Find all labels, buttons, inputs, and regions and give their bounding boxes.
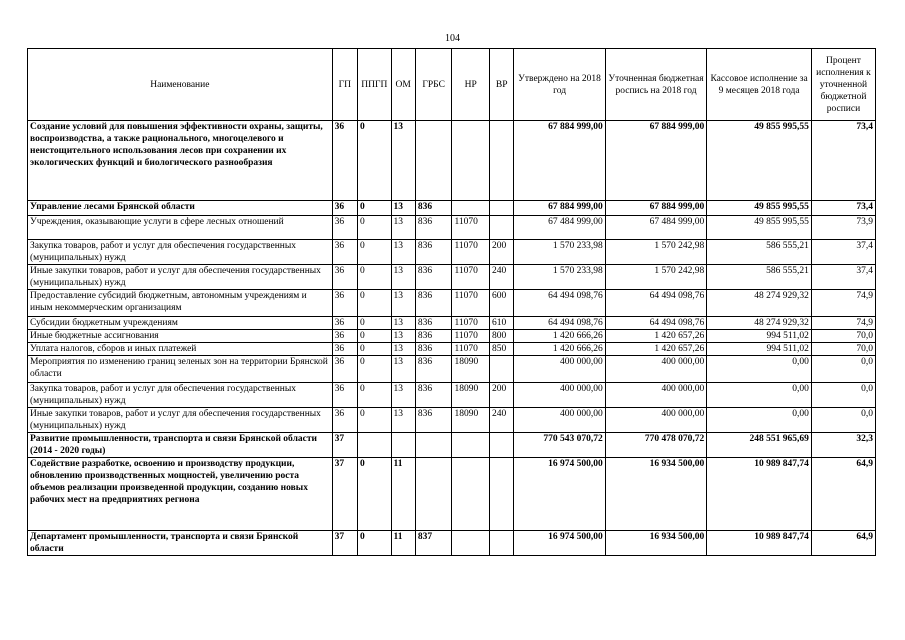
cell-grbs (415, 458, 452, 531)
cell-nr (452, 433, 490, 458)
cell-name: Создание условий для повышения эффективности охраны, защиты, воспроизводства, а также рационального, многоцелевого и неистощительного использования лесов при сохранении их экологических функций и биологического разнообразия (28, 121, 333, 201)
cell-percent: 0,0 (811, 408, 875, 433)
cell-cash: 48 274 929,32 (707, 290, 812, 317)
cell-name: Уплата налогов, сборов и иных платежей (28, 343, 333, 356)
cell-cash: 49 855 995,55 (707, 201, 812, 216)
cell-vr: 200 (490, 383, 514, 408)
cell-nr: 11070 (452, 317, 490, 330)
cell-ppgp: 0 (358, 408, 392, 433)
cell-grbs (415, 433, 452, 458)
cell-percent: 64,9 (811, 458, 875, 531)
cell-grbs: 836 (415, 408, 452, 433)
cell-name: Закупка товаров, работ и услуг для обеспечения государственных (муниципальных) нужд (28, 383, 333, 408)
cell-approved: 1 420 666,26 (514, 343, 605, 356)
cell-ppgp: 0 (358, 265, 392, 290)
cell-approved: 400 000,00 (514, 408, 605, 433)
cell-refined: 400 000,00 (605, 408, 707, 433)
cell-approved: 16 974 500,00 (514, 531, 605, 556)
table-row (28, 317, 876, 330)
cell-vr (490, 121, 514, 201)
cell-refined: 1 420 657,26 (605, 343, 707, 356)
cell-cash: 994 511,02 (707, 330, 812, 343)
column-header-cash: Кассовое исполнение за 9 месяцев 2018 года (707, 49, 812, 121)
table-row (28, 240, 876, 265)
table-row (28, 408, 876, 433)
column-header-gp: ГП (332, 49, 357, 121)
cell-grbs: 836 (415, 216, 452, 240)
cell-om: 13 (391, 290, 415, 317)
cell-vr (490, 201, 514, 216)
cell-cash: 10 989 847,74 (707, 531, 812, 556)
cell-vr (490, 458, 514, 531)
table-row (28, 201, 876, 216)
cell-percent: 32,3 (811, 433, 875, 458)
table-row (28, 343, 876, 356)
column-header-grbs: ГРБС (415, 49, 452, 121)
table-row (28, 531, 876, 556)
cell-cash: 49 855 995,55 (707, 216, 812, 240)
cell-ppgp: 0 (358, 343, 392, 356)
cell-nr: 11070 (452, 343, 490, 356)
column-header-vr: ВР (490, 49, 514, 121)
cell-grbs: 836 (415, 265, 452, 290)
table-body (28, 121, 876, 556)
cell-nr: 18090 (452, 356, 490, 383)
cell-name: Департамент промышленности, транспорта и связи Брянской области (28, 531, 333, 556)
cell-gp: 36 (332, 317, 357, 330)
cell-name: Мероприятия по изменению границ зеленых зон на территории Брянской области (28, 356, 333, 383)
cell-nr: 11070 (452, 290, 490, 317)
cell-om: 13 (391, 408, 415, 433)
cell-grbs: 836 (415, 356, 452, 383)
column-header-refined: Уточненная бюджетная роспись на 2018 год (605, 49, 707, 121)
column-header-om: ОМ (391, 49, 415, 121)
cell-cash: 0,00 (707, 383, 812, 408)
table-row (28, 383, 876, 408)
cell-approved: 770 543 070,72 (514, 433, 605, 458)
column-header-nr: НР (452, 49, 490, 121)
cell-om: 13 (391, 201, 415, 216)
cell-cash: 0,00 (707, 356, 812, 383)
cell-nr: 11070 (452, 216, 490, 240)
cell-ppgp (358, 433, 392, 458)
cell-ppgp: 0 (358, 290, 392, 317)
cell-refined: 67 884 999,00 (605, 201, 707, 216)
cell-nr: 18090 (452, 383, 490, 408)
table-row (28, 121, 876, 201)
cell-refined: 16 934 500,00 (605, 458, 707, 531)
cell-om: 11 (391, 458, 415, 531)
cell-om: 13 (391, 216, 415, 240)
table-row (28, 216, 876, 240)
cell-gp: 36 (332, 290, 357, 317)
cell-percent: 37,4 (811, 265, 875, 290)
cell-name: Управление лесами Брянской области (28, 201, 333, 216)
column-header-approved: Утверждено на 2018 год (514, 49, 605, 121)
cell-grbs: 836 (415, 290, 452, 317)
cell-vr: 240 (490, 265, 514, 290)
cell-approved: 64 494 098,76 (514, 290, 605, 317)
cell-vr (490, 433, 514, 458)
cell-ppgp: 0 (358, 458, 392, 531)
table-row (28, 290, 876, 317)
cell-vr: 600 (490, 290, 514, 317)
cell-grbs: 837 (415, 531, 452, 556)
cell-vr (490, 356, 514, 383)
cell-grbs: 836 (415, 383, 452, 408)
cell-om: 11 (391, 531, 415, 556)
cell-gp: 36 (332, 240, 357, 265)
cell-om: 13 (391, 330, 415, 343)
cell-refined: 400 000,00 (605, 383, 707, 408)
cell-percent: 73,4 (811, 121, 875, 201)
cell-om: 13 (391, 356, 415, 383)
cell-approved: 67 884 999,00 (514, 201, 605, 216)
cell-vr: 240 (490, 408, 514, 433)
cell-gp: 36 (332, 356, 357, 383)
cell-approved: 1 420 666,26 (514, 330, 605, 343)
cell-cash: 248 551 965,69 (707, 433, 812, 458)
cell-ppgp: 0 (358, 356, 392, 383)
cell-om: 13 (391, 240, 415, 265)
cell-nr (452, 458, 490, 531)
cell-gp: 37 (332, 531, 357, 556)
cell-percent: 74,9 (811, 290, 875, 317)
cell-refined: 64 494 098,76 (605, 290, 707, 317)
cell-refined: 67 884 999,00 (605, 121, 707, 201)
cell-percent: 64,9 (811, 531, 875, 556)
cell-vr: 850 (490, 343, 514, 356)
cell-approved: 1 570 233,98 (514, 240, 605, 265)
cell-percent: 74,9 (811, 317, 875, 330)
cell-name: Иные бюджетные ассигнования (28, 330, 333, 343)
cell-percent: 0,0 (811, 356, 875, 383)
cell-vr: 610 (490, 317, 514, 330)
cell-refined: 770 478 070,72 (605, 433, 707, 458)
cell-ppgp: 0 (358, 121, 392, 201)
cell-approved: 400 000,00 (514, 356, 605, 383)
cell-refined: 400 000,00 (605, 356, 707, 383)
cell-ppgp: 0 (358, 330, 392, 343)
cell-approved: 64 494 098,76 (514, 317, 605, 330)
cell-percent: 0,0 (811, 383, 875, 408)
cell-om: 13 (391, 383, 415, 408)
cell-gp: 36 (332, 265, 357, 290)
cell-percent: 37,4 (811, 240, 875, 265)
cell-refined: 67 484 999,00 (605, 216, 707, 240)
column-header-percent: Процент исполнения к уточненной бюджетной росписи (811, 49, 875, 121)
cell-cash: 10 989 847,74 (707, 458, 812, 531)
cell-name: Предоставление субсидий бюджетным, автономным учреждениям и иным некоммерческим организациям (28, 290, 333, 317)
cell-percent: 70,0 (811, 343, 875, 356)
table-row (28, 330, 876, 343)
cell-cash: 586 555,21 (707, 240, 812, 265)
cell-gp: 36 (332, 408, 357, 433)
cell-gp: 36 (332, 343, 357, 356)
cell-refined: 64 494 098,76 (605, 317, 707, 330)
cell-gp: 37 (332, 433, 357, 458)
cell-refined: 1 570 242,98 (605, 265, 707, 290)
cell-name: Иные закупки товаров, работ и услуг для обеспечения государственных (муниципальных) нужд (28, 265, 333, 290)
cell-vr: 800 (490, 330, 514, 343)
cell-om: 13 (391, 265, 415, 290)
cell-name: Иные закупки товаров, работ и услуг для обеспечения государственных (муниципальных) нужд (28, 408, 333, 433)
cell-gp: 36 (332, 383, 357, 408)
cell-grbs: 836 (415, 201, 452, 216)
cell-ppgp: 0 (358, 201, 392, 216)
cell-vr: 200 (490, 240, 514, 265)
table-row (28, 433, 876, 458)
cell-percent: 73,4 (811, 201, 875, 216)
table-header-row (28, 49, 876, 121)
cell-gp: 36 (332, 121, 357, 201)
cell-om: 13 (391, 317, 415, 330)
column-header-ppgp: ППГП (358, 49, 392, 121)
cell-name: Содействие разработке, освоению и производству продукции, обновлению производственных мощностей, увеличению роста объемов реализации произведенной продукции, созданию новых рабочих мест на предприятиях региона (28, 458, 333, 531)
cell-refined: 16 934 500,00 (605, 531, 707, 556)
cell-name: Закупка товаров, работ и услуг для обеспечения государственных (муниципальных) нужд (28, 240, 333, 265)
table-row (28, 265, 876, 290)
cell-ppgp: 0 (358, 531, 392, 556)
cell-approved: 400 000,00 (514, 383, 605, 408)
cell-om: 13 (391, 343, 415, 356)
cell-nr: 11070 (452, 330, 490, 343)
cell-om (391, 433, 415, 458)
table-row (28, 458, 876, 531)
cell-gp: 36 (332, 201, 357, 216)
cell-om: 13 (391, 121, 415, 201)
cell-cash: 0,00 (707, 408, 812, 433)
cell-nr (452, 121, 490, 201)
cell-approved: 1 570 233,98 (514, 265, 605, 290)
cell-cash: 994 511,02 (707, 343, 812, 356)
cell-approved: 67 884 999,00 (514, 121, 605, 201)
cell-grbs: 836 (415, 330, 452, 343)
cell-name: Развитие промышленности, транспорта и связи Брянской области (2014 - 2020 годы) (28, 433, 333, 458)
cell-grbs: 836 (415, 240, 452, 265)
cell-approved: 67 484 999,00 (514, 216, 605, 240)
cell-gp: 37 (332, 458, 357, 531)
cell-cash: 586 555,21 (707, 265, 812, 290)
cell-gp: 36 (332, 216, 357, 240)
cell-grbs (415, 121, 452, 201)
cell-ppgp: 0 (358, 240, 392, 265)
cell-nr: 11070 (452, 265, 490, 290)
cell-name: Субсидии бюджетным учреждениям (28, 317, 333, 330)
cell-nr (452, 201, 490, 216)
cell-nr: 18090 (452, 408, 490, 433)
cell-refined: 1 570 242,98 (605, 240, 707, 265)
cell-cash: 49 855 995,55 (707, 121, 812, 201)
cell-nr: 11070 (452, 240, 490, 265)
cell-gp: 36 (332, 330, 357, 343)
page-number: 104 (445, 33, 460, 44)
cell-ppgp: 0 (358, 317, 392, 330)
cell-approved: 16 974 500,00 (514, 458, 605, 531)
cell-ppgp: 0 (358, 383, 392, 408)
cell-refined: 1 420 657,26 (605, 330, 707, 343)
column-header-name: Наименование (28, 49, 333, 121)
cell-name: Учреждения, оказывающие услуги в сфере лесных отношений (28, 216, 333, 240)
cell-nr (452, 531, 490, 556)
cell-grbs: 836 (415, 317, 452, 330)
cell-grbs: 836 (415, 343, 452, 356)
cell-vr (490, 216, 514, 240)
cell-percent: 73,9 (811, 216, 875, 240)
cell-cash: 48 274 929,32 (707, 317, 812, 330)
cell-vr (490, 531, 514, 556)
cell-percent: 70,0 (811, 330, 875, 343)
budget-table (27, 48, 876, 556)
cell-ppgp: 0 (358, 216, 392, 240)
table-row (28, 356, 876, 383)
